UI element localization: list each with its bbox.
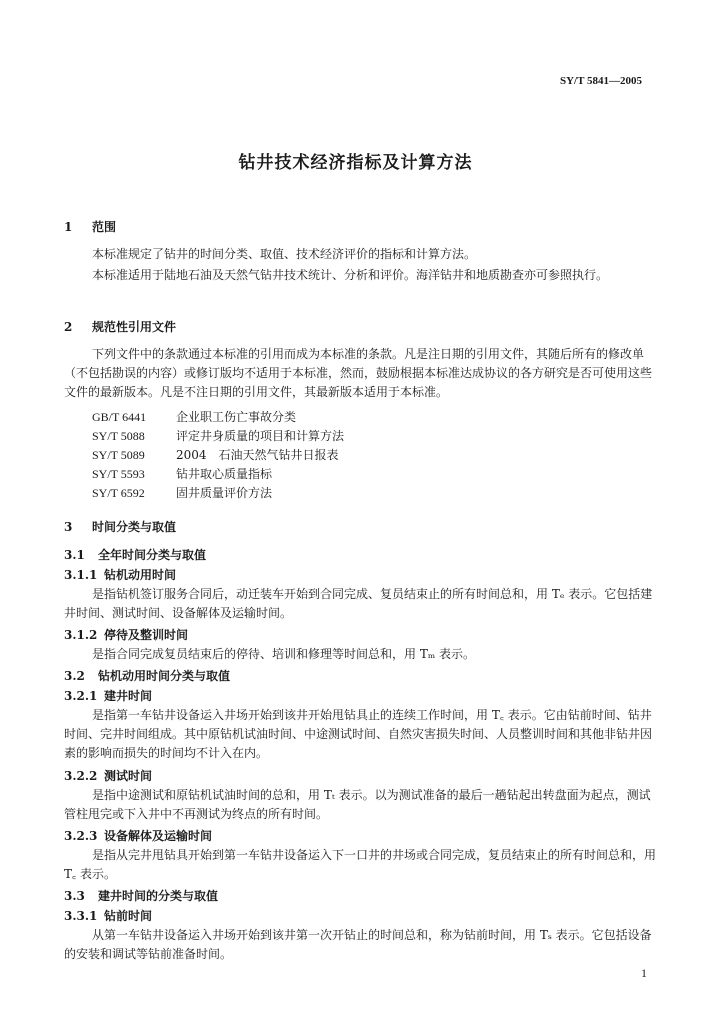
- clause-number: 3.1.2: [64, 628, 98, 642]
- clause-number: 3.1.1: [64, 568, 98, 582]
- reference-code: SY/T 6592: [92, 486, 145, 500]
- clause-number: 3.2.1: [64, 689, 98, 703]
- section-number: 3: [64, 520, 73, 534]
- clause-title: 停待及整训时间: [104, 628, 189, 642]
- clause-heading: [64, 626, 188, 643]
- standard-number: SY/T 5841—2005: [560, 75, 643, 87]
- reference-item: [92, 446, 339, 463]
- reference-name: 固井质量评价方法: [176, 486, 273, 500]
- section-3-heading: [64, 518, 176, 535]
- section-title: 范围: [92, 220, 117, 234]
- paragraph: 下列文件中的条款通过本标准的引用而成为本标准的条款。凡是注日期的引用文件，其随后所有的修改单（不包括勘误的内容）或修订版均不适用于本标准，然而，鼓励根据本标准达成协议的各方研究是否可使用这些文件的最新版本。凡是不注日期的引用文件，其最新版本适用于本标准。: [64, 347, 653, 399]
- paragraph: 是指第一车钻井设备运入井场开始到该井开始甩钻具止的连续工作时间，用 T꜀ 表示。它由钻前时间、钻井时间、完井时间组成。其中原钻机试油时间、中途测试时间、自然灾害损失时间、人员整训时间和其他非钻井因素的影响而损失的时间均不计入在内。: [64, 708, 653, 760]
- paragraph: 从第一车钻井设备运入井场开始到该井第一次开钻止的时间总和，称为钻前时间，用 Tₛ 表示。它包括设备的安装和调试等钻前准备时间。: [64, 928, 652, 961]
- paragraph: 是指合同完成复员结束后的停待、培训和修理等时间总和，用 Tₘ 表示。: [92, 647, 475, 661]
- subsection-number: 3.1: [64, 548, 85, 562]
- reference-item: [92, 484, 272, 501]
- reference-item: [92, 427, 344, 444]
- reference-code: SY/T 5088: [92, 429, 145, 443]
- document-title: 钻井技术经济指标及计算方法: [238, 153, 473, 173]
- subsection-number: 3.3: [64, 889, 85, 903]
- clause-number: 3.3.1: [64, 909, 98, 923]
- clause-title: 钻机动用时间: [104, 568, 177, 582]
- clause-number: 3.2.3: [64, 829, 98, 843]
- section-title: 规范性引用文件: [92, 320, 177, 334]
- reference-code: SY/T 5593: [92, 467, 145, 481]
- clause-heading: [64, 907, 152, 924]
- clause-title: 设备解体及运输时间: [104, 829, 213, 843]
- reference-item: [92, 465, 272, 482]
- clause-number: 3.2.2: [64, 769, 98, 783]
- subsection-number: 3.2: [64, 669, 85, 683]
- reference-name: 2004 石油天然气钻井日报表: [176, 448, 339, 462]
- paragraph: 是指从完井甩钻具开始到第一车钻井设备运入下一口井的井场或合同完成，复员结束止的所有时间总和，用 T꜀ 表示。: [64, 848, 657, 881]
- clause-heading: [64, 566, 176, 583]
- reference-name: 钻井取心质量指标: [176, 467, 273, 481]
- reference-name: 企业职工伤亡事故分类: [176, 410, 297, 424]
- clause-heading: [64, 767, 152, 784]
- subsection-heading: [64, 546, 206, 563]
- section-2-heading: [64, 318, 176, 335]
- page-number: 1: [641, 966, 647, 980]
- clause-title: 建井时间: [104, 689, 153, 703]
- subsection-title: 建井时间的分类与取值: [98, 889, 219, 903]
- reference-code: SY/T 5089: [92, 448, 145, 462]
- subsection-heading: [64, 667, 230, 684]
- subsection-heading: [64, 887, 218, 904]
- clause-heading: [64, 687, 152, 704]
- paragraph: 本标准适用于陆地石油及天然气钻井技术统计、分析和评价。海洋钻井和地质勘查亦可参照执行。: [92, 268, 609, 282]
- section-number: 2: [64, 320, 73, 334]
- subsection-title: 钻机动用时间分类与取值: [98, 669, 231, 683]
- reference-name: 评定井身质量的项目和计算方法: [176, 429, 345, 443]
- paragraph: 是指中途测试和原钻机试油时间的总和，用 Tₜ 表示。以为测试准备的最后一趟钻起出转盘面为起点，测试管柱甩完或下入井中不再测试为终点的所有时间。: [64, 788, 651, 821]
- clause-title: 钻前时间: [104, 909, 153, 923]
- reference-item: [92, 408, 296, 425]
- clause-heading: [64, 827, 212, 844]
- paragraph: 本标准规定了钻井的时间分类、取值、技术经济评价的指标和计算方法。: [92, 247, 477, 261]
- section-1-heading: [64, 218, 116, 235]
- paragraph: 是指钻机签订服务合同后，动迁装车开始到合同完成、复员结束止的所有时间总和，用 Tₑ 表示。它包括建井时间、测试时间、设备解体及运输时间。: [64, 587, 653, 620]
- clause-title: 测试时间: [104, 769, 153, 783]
- section-title: 时间分类与取值: [92, 520, 177, 534]
- subsection-title: 全年时间分类与取值: [98, 548, 207, 562]
- section-number: 1: [64, 220, 73, 234]
- reference-code: GB/T 6441: [92, 410, 147, 424]
